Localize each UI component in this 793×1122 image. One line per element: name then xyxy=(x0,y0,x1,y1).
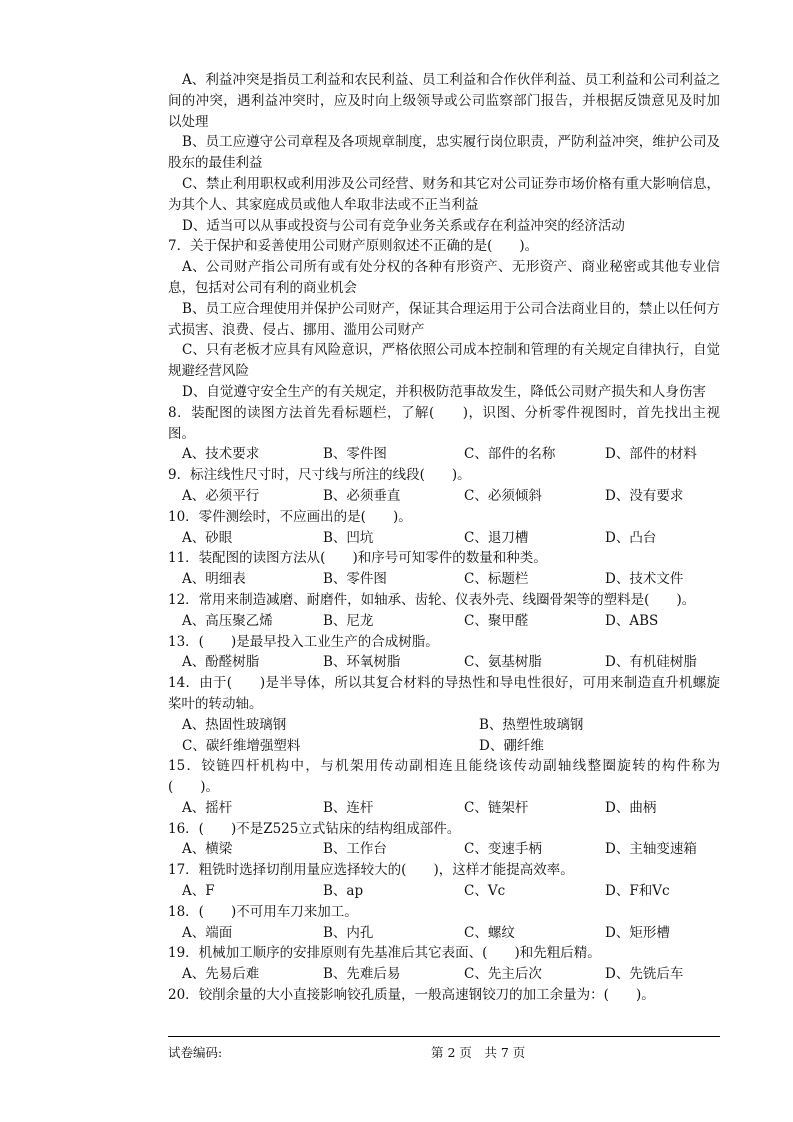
option-16c: C、变速手柄 xyxy=(464,841,542,858)
question-20-stem: 20．铰削余量的大小直接影响铰孔质量，一般高速钢铰刀的加工余量为：( )。 xyxy=(168,987,655,1004)
option-16d: D、主轴变速箱 xyxy=(605,841,697,858)
option-14c: C、碳纤维增强塑料 xyxy=(182,737,301,754)
option-18b: B、内孔 xyxy=(323,924,374,941)
question-10-options xyxy=(168,528,720,549)
question-13-stem: 13．( )是最早投入工业生产的合成树脂。 xyxy=(168,633,439,650)
question-16 xyxy=(168,819,720,861)
option-19a: A、先易后难 xyxy=(182,966,260,983)
page-number: 第 2 页 共 7 页 xyxy=(431,1045,526,1060)
question-17-stem: 17．粗铣时选择切削用量应选择较大的( )，这样才能提高效率。 xyxy=(168,862,574,879)
option-15d: D、曲柄 xyxy=(605,799,657,816)
option-12c: C、聚甲醛 xyxy=(464,612,529,629)
question-16-stem: 16．( )不是Z525立式钻床的结构组成部件。 xyxy=(168,820,461,837)
option-15c: C、链架杆 xyxy=(464,799,529,816)
question-8-options xyxy=(168,444,720,465)
question-9-stem: 9．标注线性尺寸时，尺寸线与所注的线段( )。 xyxy=(168,467,471,484)
option-18c: C、螺纹 xyxy=(464,924,515,941)
option-6d: D、适当可以从事或投资与公司有竞争业务关系或存在利益冲突的经济活动 xyxy=(182,217,625,234)
question-11 xyxy=(168,548,720,590)
question-18-stem: 18．( )不可用车刀来加工。 xyxy=(168,903,358,920)
question-10-stem: 10．零件测绘时，不应画出的是( )。 xyxy=(168,508,412,525)
option-8a: A、技术要求 xyxy=(182,446,260,463)
exam-code-label: 试卷编码: xyxy=(168,1045,223,1060)
option-11a: A、明细表 xyxy=(182,571,246,588)
question-12 xyxy=(168,590,720,632)
question-16-options xyxy=(168,839,720,860)
question-13-options xyxy=(168,652,720,673)
option-7c: C、只有老板才应具有风险意识，严格依照公司成本控制和管理的有关规定自律执行，自觉规避经营风险 xyxy=(168,342,720,380)
option-19d: D、先铣后车 xyxy=(605,966,684,983)
option-13a: A、酚醛树脂 xyxy=(182,654,260,671)
question-14 xyxy=(168,673,720,756)
option-10d: D、凸台 xyxy=(605,529,657,546)
option-11b: B、零件图 xyxy=(323,571,387,588)
question-15-stem: 15．铰链四杆机构中，与机架用传动副相连且能绕该传动副轴线整圈旋转的构件称为( )。 xyxy=(168,758,720,796)
option-16a: A、横梁 xyxy=(182,841,233,858)
option-9c: C、必须倾斜 xyxy=(464,487,542,504)
option-10c: C、退刀槽 xyxy=(464,529,529,546)
question-7-stem: 7．关于保护和妥善使用公司财产原则叙述不正确的是( )。 xyxy=(168,238,539,255)
option-17a: A、F xyxy=(182,883,215,900)
option-10b: B、凹坑 xyxy=(323,529,374,546)
option-14b: B、热塑性玻璃钢 xyxy=(479,716,584,733)
option-17b: B、ap xyxy=(323,883,364,900)
option-17d: D、F和Vc xyxy=(605,883,670,900)
option-6c: C、禁止利用职权或利用涉及公司经营、财务和其它对公司证券市场价格有重大影响信息，为其个人、其家庭成员或他人牟取非法或不正当利益 xyxy=(168,175,720,213)
page-footer xyxy=(168,1036,720,1059)
option-10a: A、砂眼 xyxy=(182,529,233,546)
option-15a: A、摇杆 xyxy=(182,799,233,816)
question-8 xyxy=(168,403,720,465)
question-19 xyxy=(168,943,720,985)
question-12-options xyxy=(168,611,720,632)
option-19c: C、先主后次 xyxy=(464,966,542,983)
exam-page xyxy=(168,70,720,1006)
option-6b: B、员工应遵守公司章程及各项规章制度，忠实履行岗位职责，严防利益冲突，维护公司及股东的最佳利益 xyxy=(168,134,720,172)
question-7 xyxy=(168,236,720,402)
option-8c: C、部件的名称 xyxy=(464,446,556,463)
option-19b: B、先难后易 xyxy=(323,966,401,983)
question-15-options xyxy=(168,798,720,819)
question-15 xyxy=(168,756,720,818)
question-18-options xyxy=(168,923,720,944)
question-14-stem: 14．由于( )是半导体，所以其复合材料的导热性和导电性很好，可用来制造直升机螺旋桨叶的转动轴。 xyxy=(168,675,720,712)
question-11-stem: 11．装配图的读图方法从( )和序号可知零件的数量和种类。 xyxy=(168,550,547,567)
question-20 xyxy=(168,985,720,1006)
option-9b: B、必须垂直 xyxy=(323,487,401,504)
question-11-options xyxy=(168,569,720,590)
option-11d: D、技术文件 xyxy=(605,571,684,588)
option-18a: A、端面 xyxy=(182,924,233,941)
option-15b: B、连杆 xyxy=(323,799,374,816)
option-12a: A、高压聚乙烯 xyxy=(182,612,273,629)
option-13d: D、有机硅树脂 xyxy=(605,654,697,671)
question-19-stem: 19．机械加工顺序的安排原则有先基准后其它表面、( )和先粗后精。 xyxy=(168,945,601,962)
option-8b: B、零件图 xyxy=(323,446,387,463)
option-7d: D、自觉遵守安全生产的有关规定，并积极防范事故发生，降低公司财产损失和人身伤害 xyxy=(182,383,706,400)
option-14a: A、热固性玻璃钢 xyxy=(182,716,287,733)
option-7a: A、公司财产指公司所有或有处分权的各种有形资产、无形资产、商业秘密或其他专业信息，包括对公司有利的商业机会 xyxy=(168,259,720,296)
question-17 xyxy=(168,860,720,902)
option-14d: D、硼纤维 xyxy=(479,737,544,754)
option-13c: C、氨基树脂 xyxy=(464,654,542,671)
question-8-stem: 8．装配图的读图方法首先看标题栏，了解( )，识图、分析零件视图时，首先找出主视图。 xyxy=(168,404,720,442)
option-9a: A、必须平行 xyxy=(182,487,260,504)
question-18 xyxy=(168,902,720,944)
option-12d: D、ABS xyxy=(605,612,659,629)
question-19-options xyxy=(168,964,720,985)
question-13 xyxy=(168,632,720,674)
option-8d: D、部件的材料 xyxy=(605,446,697,463)
option-16b: B、工作台 xyxy=(323,841,387,858)
option-9d: D、没有要求 xyxy=(605,487,684,504)
option-12b: B、尼龙 xyxy=(323,612,374,629)
question-6-options xyxy=(168,70,720,236)
question-12-stem: 12．常用来制造减磨、耐磨件，如轴承、齿轮、仪表外壳、线圈骨架等的塑料是( )。 xyxy=(168,591,696,608)
option-18d: D、矩形槽 xyxy=(605,924,670,941)
option-6a: A、利益冲突是指员工利益和农民利益、员工利益和合作伙伴利益、员工利益和公司利益之间的冲突，遇利益冲突时，应及时向上级领导或公司监察部门报告，并根据反馈意见及时加以处理 xyxy=(168,72,720,130)
question-10 xyxy=(168,507,720,549)
question-14-options-row1 xyxy=(168,715,720,736)
question-9-options xyxy=(168,486,720,507)
option-11c: C、标题栏 xyxy=(464,571,529,588)
option-17c: C、Vc xyxy=(464,883,506,900)
option-7b: B、员工应合理使用并保护公司财产，保证其合理运用于公司合法商业目的，禁止以任何方式损害、浪费、侵占、挪用、滥用公司财产 xyxy=(168,300,720,338)
question-9 xyxy=(168,465,720,507)
option-13b: B、环氧树脂 xyxy=(323,654,401,671)
question-14-options-row2 xyxy=(168,736,720,757)
question-17-options xyxy=(168,881,720,902)
